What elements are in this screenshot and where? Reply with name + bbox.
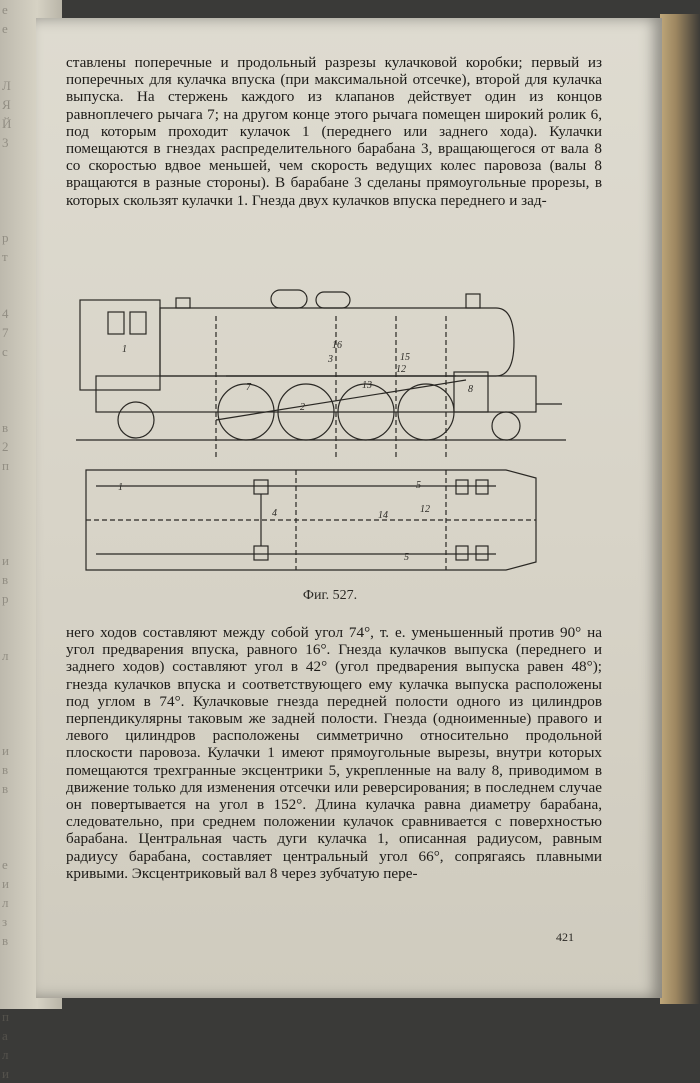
paragraph-top [66,54,602,209]
plan-label: 4 [272,508,277,519]
side-label: 3 [328,354,333,365]
plan-box [456,480,468,494]
side-label: 16 [332,340,342,351]
left-page-edge-text: е е Л Я Й 3 р т 4 7 с в 2 п и в р л и в в е и л з в п а л и [2,2,12,1081]
plan-box [254,546,268,560]
dome [271,290,307,308]
paragraph-top-text: ставлены поперечные и продольный разрезы кулачковой коробки; первый из поперечных для кулачка впуска (при максимальной отсечке), второй для кулачка выпуска. На стержень каждого из клапанов действует один из концов равноплечего рычага 7; на другом конце этого рычага помещен широкий ролик 6, под которым проходит кулачок 1 (переднего или заднего хода). Кулачки помещаются в гнездах распределительного барабана 3, вращающегося от вала 8 со скоростью вдвое меньшей, чем скорость ведущих колес паровоза (валы 8 вращаются в разные стороны). В барабане 3 сделаны прямоугольные прорезы, в которых скользят кулачки 1. Гнезда двух кулачков впуска переднего и зад- [66,54,602,209]
side-label: 7 [246,382,251,393]
side-label: 8 [468,384,473,395]
chimney [466,294,480,308]
plan-label: 5 [404,552,409,563]
page-number: 421 [556,930,574,944]
side-label: 12 [396,364,406,375]
plan-box [254,480,268,494]
plan-box [476,480,488,494]
plan-label: 14 [378,510,388,521]
side-label: 2 [300,402,305,413]
plan-box [456,546,468,560]
wheel [118,402,154,438]
cab-window [130,312,146,334]
paragraph-bottom-text: него ходов составляют между собой угол 74°, т. е. уменьшенный против 90° на угол предварения впуска, равного 16°. Гнезда кулачков выпуска (переднего и заднего ходов) составляют угол в 42° (угол предварения выпуска равен 48°); гнезда кулачков впуска и соответствующего ему кулачка выпуска расположены под углом в 74°. Кулачковые гнезда передней полости одного из цилиндров перпендикулярны таковым же задней полости. Гнезда (одноименные) правого и левого цилиндров расположены симметрично относительно продольной плоскости паровоза. Кулачки 1 имеют прямоугольные вырезы, внутри которых помещаются трехгранные эксцентрики 5, укрепленные на валу 8, приводимом в движение только для изменения отсечки или реверсирования; в последнем случае он повертывается на угол в 152°. Длина кулачка равна диаметру барабана, следовательно, при среднем положении кулачок сравнивается с поверхностью барабана. Центральная часть дуги кулачка 1, описанная радиусом, равным радиусу барабана, составляет центральный угол 66°, сопрягаясь плавными кривыми. Эксцентриковый вал 8 через зубчатую пере- [66,624,602,882]
paragraph-bottom [66,624,602,882]
plan-label: 1 [118,482,123,493]
side-label: 13 [362,380,372,391]
plan-label: 12 [420,504,430,515]
plan-box [476,546,488,560]
locomotive-figure [66,280,586,570]
drive-rod [216,380,466,420]
cab-window [108,312,124,334]
dome [176,298,190,308]
wheel [492,412,520,440]
plan-label: 5 [416,480,421,491]
figure-caption: Фиг. 527. [302,588,358,603]
dome [316,292,350,308]
book-edge [660,14,700,1004]
side-label: 15 [400,352,410,363]
side-label: 1 [122,344,127,355]
